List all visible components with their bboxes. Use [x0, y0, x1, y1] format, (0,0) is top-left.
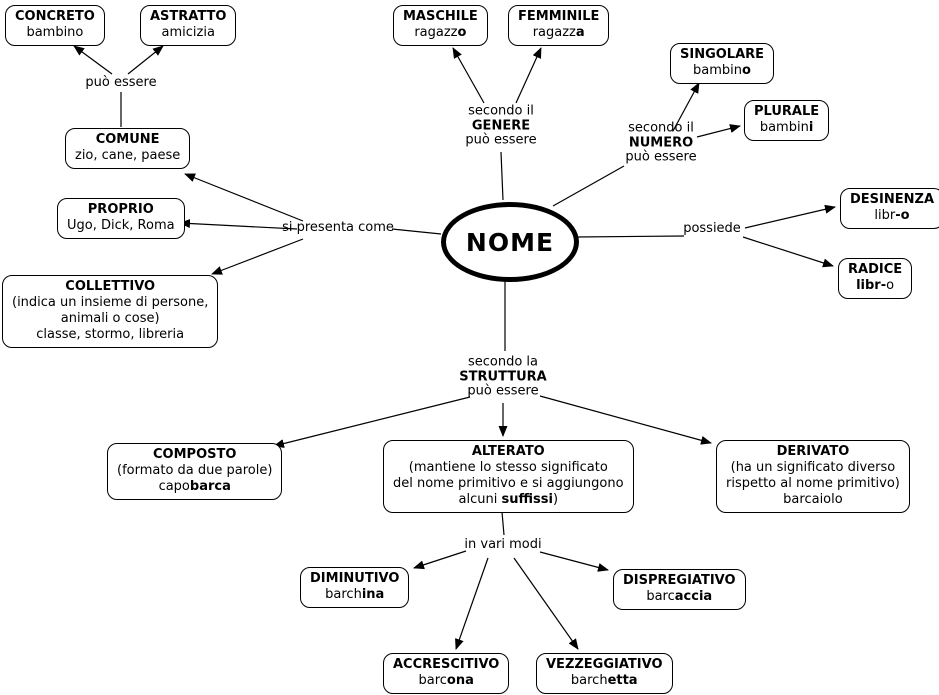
connector-secondo-la-struttura-to-derivato: [540, 396, 711, 443]
concept-box-diminutivo: [300, 567, 409, 608]
text-line: barcona: [418, 673, 474, 688]
text-line: alcuni suffissi): [458, 492, 559, 507]
connector-si-presenta-come-to-proprio: [180, 223, 297, 229]
concept-box-accrescitivo: [383, 653, 509, 694]
text-line: barcaccia: [646, 589, 713, 604]
text-line: (formato da due parole): [117, 463, 273, 478]
connector-nome-to-si-presenta-come: [392, 229, 441, 234]
text-line: libr-o: [856, 278, 895, 293]
link-label-secondo-la-struttura: [459, 355, 546, 399]
text-line: bambino: [693, 63, 751, 78]
concept-box-title: ASTRATTO: [150, 9, 227, 24]
concept-box-title: PLURALE: [754, 104, 820, 119]
text-line: può essere: [465, 132, 537, 148]
concept-box-title: ACCRESCITIVO: [393, 657, 500, 672]
text-line: del nome primitivo e si aggiungono: [393, 476, 624, 491]
concept-box-vezzeggiativo: [536, 653, 673, 694]
concept-box-collettivo: [2, 275, 218, 348]
text-line: Ugo, Dick, Roma: [67, 218, 175, 233]
connector-puo-essere-comune-to-astratto: [128, 46, 163, 74]
concept-box-radice: [838, 258, 912, 299]
text-line: può essere: [467, 383, 539, 399]
text-line: barchina: [325, 587, 385, 602]
text-line: si presenta come: [282, 219, 394, 235]
concept-box-concreto: [5, 5, 105, 46]
text-line: STRUTTURA: [459, 368, 547, 384]
connector-in-vari-modi-to-dispregiativo: [540, 552, 608, 570]
text-line: può essere: [85, 74, 157, 90]
concept-box-title: PROPRIO: [87, 202, 154, 217]
concept-box-maschile: [393, 5, 488, 46]
concept-box-desinenza: [840, 188, 939, 229]
concept-box-title: DIMINUTIVO: [310, 571, 400, 586]
text-line: rispetto al nome primitivo): [726, 476, 900, 491]
concept-box-comune: [65, 128, 190, 169]
connector-secondo-il-genere-to-maschile: [453, 48, 484, 103]
text-line: bambini: [759, 120, 814, 135]
concept-box-title: SINGOLARE: [680, 47, 765, 62]
connector-in-vari-modi-to-diminutivo: [414, 551, 466, 568]
concept-box-title: COMUNE: [95, 132, 160, 147]
text-line: ragazza: [532, 25, 585, 40]
concept-box-title: COLLETTIVO: [65, 279, 156, 294]
text-line: classe, stormo, libreria: [36, 327, 185, 342]
concept-box-title: RADICE: [848, 262, 903, 277]
text-line: NUMERO: [628, 134, 694, 150]
concept-box-title: ALTERATO: [471, 444, 545, 459]
link-label-in-vari-modi: [464, 538, 541, 553]
text-line: GENERE: [471, 117, 531, 133]
concept-box-dispregiativo: [613, 569, 746, 610]
text-line: capobarca: [158, 479, 231, 494]
connector-nome-to-secondo-il-numero: [553, 166, 624, 206]
link-label-secondo-il-numero: [625, 121, 696, 165]
connector-si-presenta-come-to-collettivo: [212, 239, 303, 274]
link-label-possiede: [683, 222, 741, 237]
concept-box-astratto: [140, 5, 236, 46]
connector-secondo-il-genere-to-femminile: [516, 48, 541, 103]
concept-box-title: DESINENZA: [850, 192, 934, 207]
concept-box-femminile: [508, 5, 609, 46]
connector-secondo-la-struttura-to-composto: [274, 397, 470, 446]
text-line: in vari modi: [464, 536, 542, 552]
connector-nome-to-possiede: [576, 236, 684, 237]
concept-box-title: CONCRETO: [15, 9, 95, 24]
text-line: (ha un significato diverso: [730, 460, 896, 475]
concept-box-composto: [107, 443, 282, 500]
concept-box-plurale: [744, 100, 829, 141]
text-line: secondo il: [468, 103, 534, 119]
text-line: secondo il: [628, 120, 694, 136]
connector-in-vari-modi-to-accrescitivo: [456, 558, 488, 649]
concept-box-title: COMPOSTO: [153, 447, 237, 462]
concept-box-singolare: [670, 43, 774, 84]
text-line: può essere: [625, 149, 697, 165]
text-line: possiede: [683, 220, 741, 236]
concept-box-derivato: [716, 440, 910, 513]
concept-box-title: DISPREGIATIVO: [623, 573, 736, 588]
text-line: amicizia: [161, 25, 215, 40]
connector-alterato-to-in-vari-modi: [502, 512, 504, 535]
link-label-si-presenta-come: [282, 221, 394, 236]
concept-box-title: FEMMINILE: [518, 9, 600, 24]
text-line: libr-o: [874, 208, 910, 223]
link-label-secondo-il-genere: [465, 104, 536, 148]
connector-si-presenta-come-to-comune: [185, 174, 303, 221]
connector-nome-to-secondo-il-genere: [501, 152, 503, 200]
connector-possiede-to-radice: [743, 237, 833, 266]
connector-puo-essere-comune-to-concreto: [74, 46, 112, 74]
central-node-nome: NOME: [441, 202, 579, 282]
text-line: (indica un insieme di persone,: [12, 295, 209, 310]
concept-box-alterato: [383, 440, 634, 513]
link-label-puo-essere-comune: [85, 76, 156, 91]
connector-possiede-to-desinenza: [745, 207, 835, 228]
text-line: (mantiene lo stesso significato: [408, 460, 608, 475]
connector-secondo-il-numero-to-plurale: [697, 126, 740, 137]
concept-box-title: DERIVATO: [776, 444, 850, 459]
text-line: barcaiolo: [783, 492, 843, 507]
concept-box-proprio: [57, 198, 185, 239]
text-line: bambino: [26, 25, 84, 40]
text-line: zio, cane, paese: [75, 148, 181, 163]
text-line: secondo la: [467, 354, 539, 370]
connector-in-vari-modi-to-vezzeggiativo: [514, 558, 578, 649]
text-line: animali o cose): [60, 311, 160, 326]
concept-box-title: VEZZEGGIATIVO: [546, 657, 663, 672]
text-line: ragazzo: [414, 25, 467, 40]
text-line: barchetta: [570, 673, 638, 688]
concept-box-title: MASCHILE: [403, 9, 478, 24]
